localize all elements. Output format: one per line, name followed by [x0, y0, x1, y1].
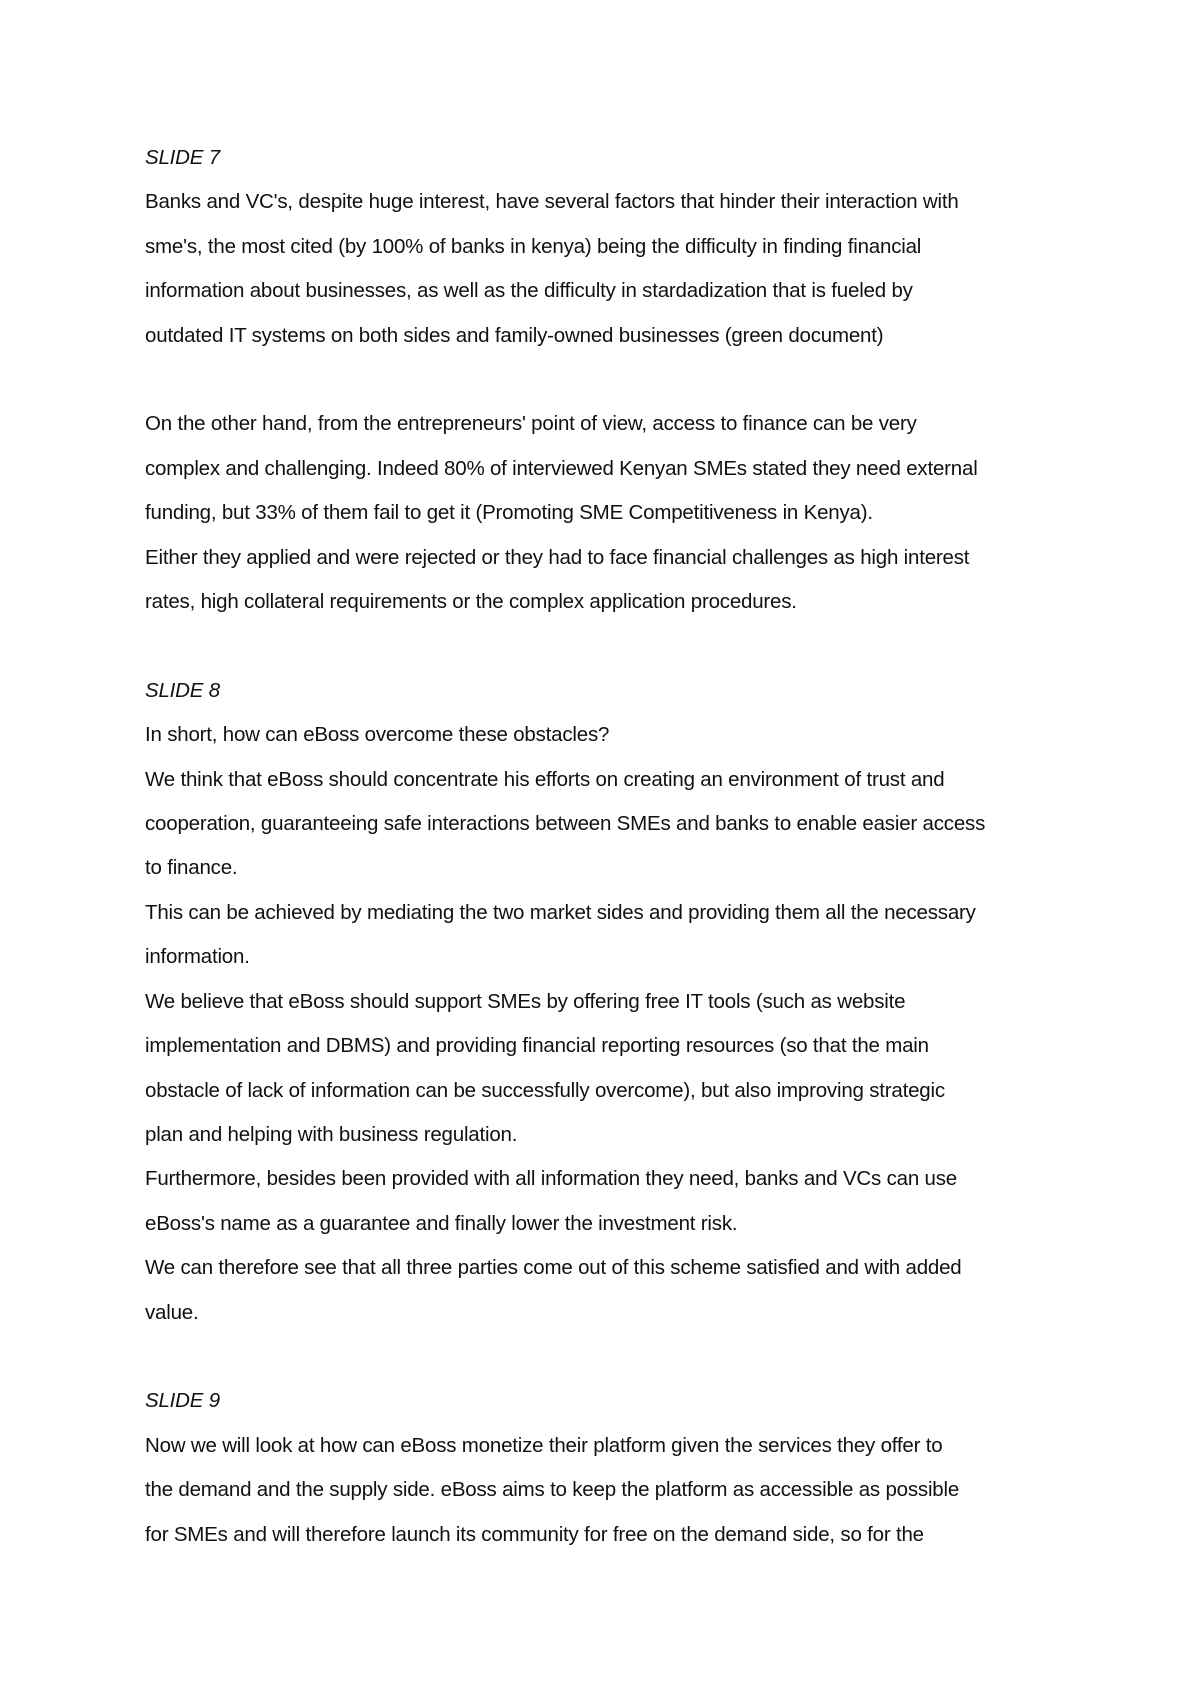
body-line: implementation and DBMS) and providing financial reporting resources (so that the main: [145, 1034, 929, 1058]
body-line: We can therefore see that all three parties come out of this scheme satisfied and with added: [145, 1256, 962, 1280]
body-line: complex and challenging. Indeed 80% of interviewed Kenyan SMEs stated they need external: [145, 456, 978, 480]
body-line: eBoss's name as a guarantee and finally lower the investment risk.: [145, 1211, 738, 1235]
paragraph-spacer: [145, 358, 1085, 402]
body-line: In short, how can eBoss overcome these obstacles?: [145, 723, 610, 747]
body-line: Banks and VC's, despite huge interest, have several factors that hinder their interaction with: [145, 190, 959, 214]
body-line: information about businesses, as well as the difficulty in stardadization that is fueled by: [145, 279, 913, 303]
body-line: funding, but 33% of them fail to get it (Promoting SME Competitiveness in Kenya).: [145, 501, 873, 525]
body-line: rates, high collateral requirements or the complex application procedures.: [145, 590, 797, 614]
section-slide-9: [145, 1379, 1085, 1557]
body-line: for SMEs and will therefore launch its community for free on the demand side, so for the: [145, 1522, 924, 1546]
body-line: outdated IT systems on both sides and family-owned businesses (green document): [145, 323, 884, 347]
document-page: [145, 136, 1085, 1557]
body-line: plan and helping with business regulation.: [145, 1122, 518, 1146]
body-line: This can be achieved by mediating the two market sides and providing them all the necessary: [145, 900, 976, 924]
section-slide-7: [145, 136, 1085, 624]
body-line: cooperation, guaranteeing safe interactions between SMEs and banks to enable easier access: [145, 812, 986, 836]
body-line: We think that eBoss should concentrate his efforts on creating an environment of trust and: [145, 767, 945, 791]
body-line: On the other hand, from the entrepreneurs' point of view, access to finance can be very: [145, 412, 917, 436]
body-line: the demand and the supply side. eBoss aims to keep the platform as accessible as possible: [145, 1478, 960, 1502]
body-line: obstacle of lack of information can be successfully overcome), but also improving strategic: [145, 1078, 945, 1102]
body-line: to finance.: [145, 856, 238, 880]
body-line: sme's, the most cited (by 100% of banks in kenya) being the difficulty in finding financial: [145, 234, 922, 258]
body-line: information.: [145, 945, 250, 969]
body-line: value.: [145, 1300, 199, 1324]
body-line: We believe that eBoss should support SMEs by offering free IT tools (such as website: [145, 989, 906, 1013]
section-heading: SLIDE 7: [145, 146, 220, 169]
body-line: Furthermore, besides been provided with all information they need, banks and VCs can use: [145, 1167, 957, 1191]
section-heading: SLIDE 8: [145, 678, 220, 702]
body-line: Now we will look at how can eBoss monetize their platform given the services they offer to: [145, 1433, 943, 1457]
section-slide-8: [145, 669, 1085, 1335]
section-heading: SLIDE 9: [145, 1389, 220, 1413]
body-line: Either they applied and were rejected or they had to face financial challenges as high interest: [145, 545, 970, 569]
